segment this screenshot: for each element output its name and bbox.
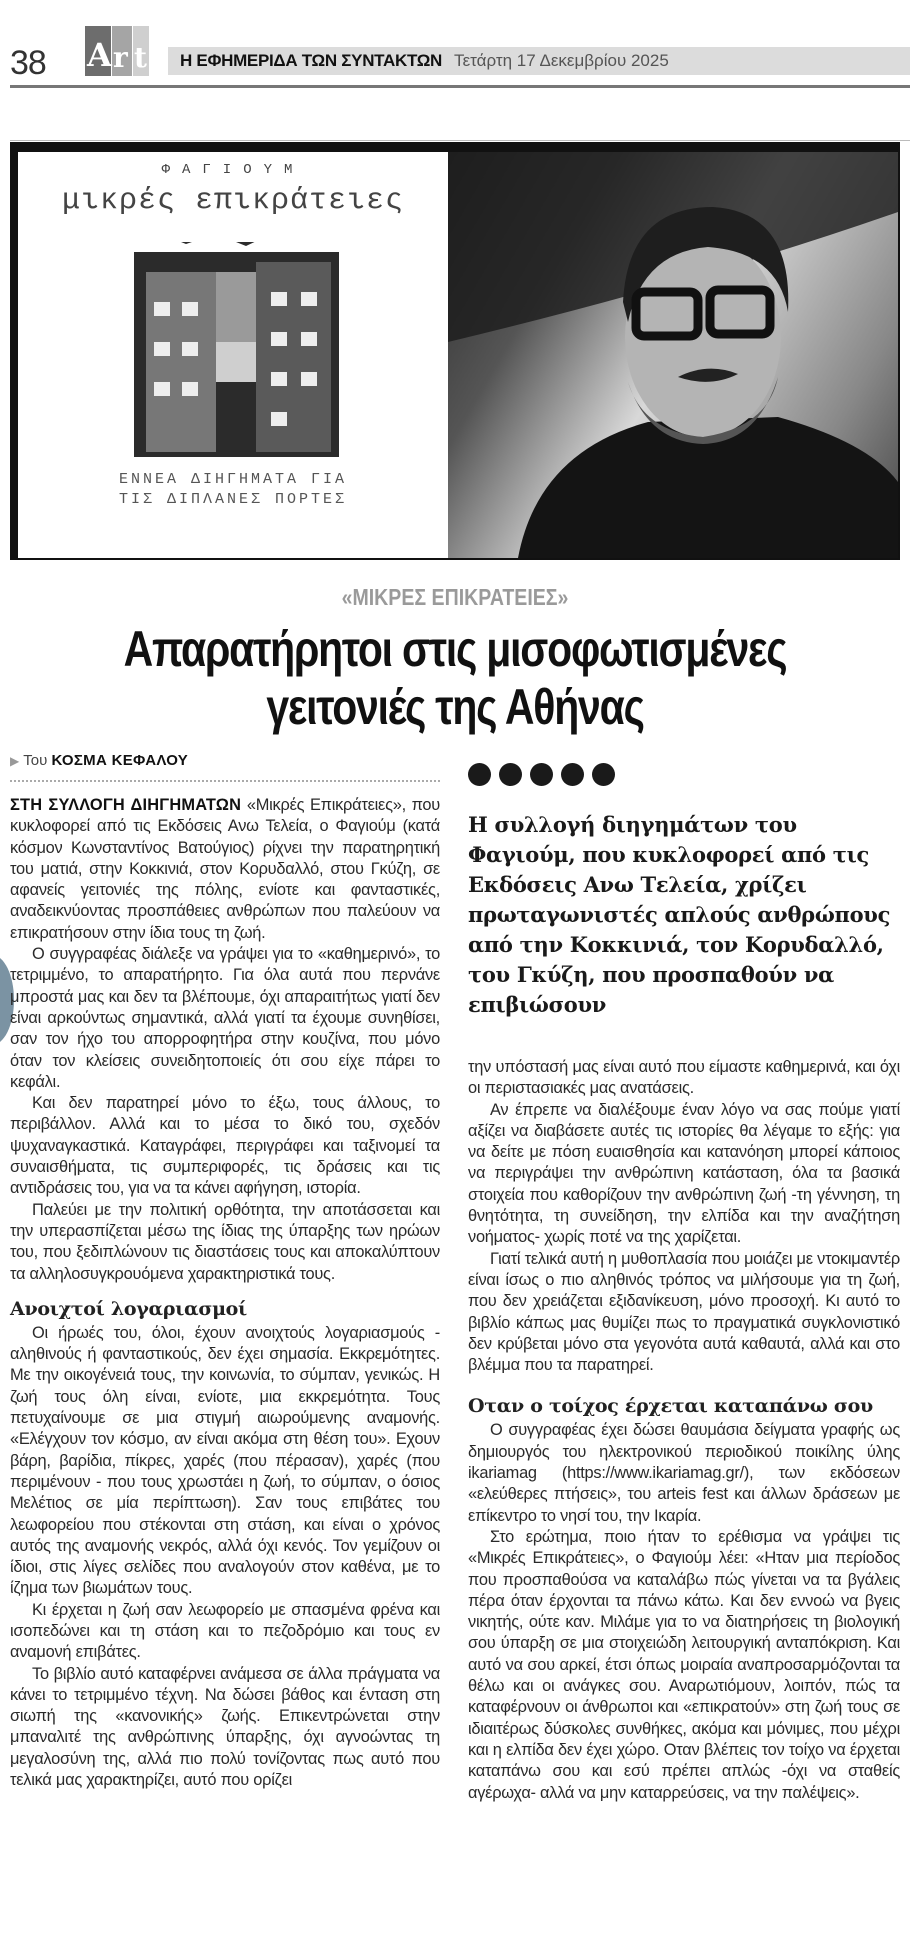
issue-date: Τετάρτη 17 Δεκεμβρίου 2025 bbox=[454, 51, 669, 70]
author-portrait-image bbox=[448, 152, 898, 558]
paragraph: ΣΤΗ ΣΥΛΛΟΓΗ ΔΙΗΓΗΜΑΤΩΝ «Μικρές Επικράτειες», που κυκλοφορεί από τις Εκδόσεις Ανω Τελεία, ο Φαγιούμ (κατά κόσμον Κωνσταντίνος Βατούγιος) ρίχνει την παρατηρητική του ματιά, στην Κοκκινιά, στον Κορυδαλλό, στου Γκύζη, σε αφανείς γειτονιές της πόλης, ενίοτε και φανταστικές, αναδεικνύοντας προσπάθειες ανθρώπων που παλεύουν να επικρατήσουν στην ίδια τους τη ζωή. bbox=[10, 796, 440, 942]
cover-subtitle-1: ΕΝΝΕΑ ΔΙΗΓΗΜΑΤΑ ΓΙΑ bbox=[118, 471, 348, 488]
section-logo: A r t bbox=[85, 26, 149, 76]
paragraph: Στο ερώτημα, ποιο ήταν το ερέθισμα να γράψει τις «Μικρές Επικράτειες», ο Φαγιούμ λέει: «Ηταν μια περίοδος που προσπαθούσα να καταλάβω πώς γίνεται να τα βγάλεις πέρα όταν έρχονται τα πάνω κάτω. Και δεν εννοώ να βγεις νικητής, ούτε καν. Μιλάμε για το να διατηρήσεις τη βιολογική σου ύπαρξη σε μια στοιχειώδη λειτουργική ανταπόκριση. Και αυτό να σου αρκεί, έτσι όπως μοιραία αναπροσαρμόζονται τα θέλω και οι ανάγκες σου. Αναρωτιόμουν, λοιπόν, πώς τα καταφέρνουν οι άνθρωποι και «επικρατούν» στη ζωή τους σε ιδιαιτέρως δύσκολες συνθήκες, ακόμα και μόνιμες, που μέχρι και η ελπίδα δεν έχει χώρο. Οταν βλέπεις τον τοίχο να έρχεται καταπάνω σου και εσύ πρέπει απλώς -όχι να σταθείς αγέρωχα- αλλά να μην καταρρεύσεις, να την παλέψεις». bbox=[468, 1527, 900, 1802]
byline-author: ΚΟΣΜΑ ΚΕΦΑΛΟΥ bbox=[51, 752, 189, 769]
paragraph: Και δεν παρατηρεί μόνο το έξω, τους άλλους, το περιβάλλον. Αλλά και το μέσα το δικό του, σχεδόν ψυχαναγκαστικά. Καταγράφει, περιγράφει και ταξινομεί τα συναισθήματα, τις συμπεριφορές, τις δράσεις και τις αντιδράσεις του, για να τα κάνει αφήγηση, ιστορία. bbox=[10, 1094, 440, 1198]
article-column-left bbox=[10, 795, 440, 1791]
masthead-bar bbox=[168, 47, 910, 75]
header-rule bbox=[10, 85, 910, 88]
paragraph: Γιατί τελικά αυτή η μυθοπλασία που μοιάζει με ντοκιμαντέρ είναι ίσως ο πιο αληθινός τρόπος να μιλήσουμε για τη ζωή, που δεν χρειάζεται εξιδανίκευση, μόνο προσοχή. Κι αυτό το βιβλίο κάπως μας θυμίζει πως το πραγματικά συγκλονιστικό δεν κρύβεται μόνο στα γεγονότα αυτά καθαυτά, αλλά και στο βλέμμα που τα παρατηρεί. bbox=[468, 1249, 900, 1375]
subheading: Οταν ο τοίχος έρχεται καταπάνω σου bbox=[468, 1395, 873, 1418]
cover-author: ΦΑΓΙΟΥΜ bbox=[161, 162, 305, 178]
paragraph: Παλεύει με την πολιτική ορθότητα, την αποτάσσεται και την υπερασπίζεται μέσω της ίδιας της ύπαρξης των ηρώων του, που ξεδιπλώνουν τις διαστάσεις τους και αποκαλύπτουν τα αλληλοσυγκρουόμενα χαρακτηριστικά τους. bbox=[10, 1200, 440, 1283]
page-number: 38 bbox=[10, 44, 46, 82]
divider bbox=[10, 140, 910, 141]
paper-name: Η ΕΦΗΜΕΡΙΔΑ ΤΩΝ ΣΥΝΤΑΚΤΩΝ bbox=[180, 51, 443, 70]
headline-line-2: γειτονιές της Αθήνας bbox=[266, 679, 644, 735]
book-cover-image bbox=[18, 152, 448, 558]
paragraph: Οι ήρωές του, όλοι, έχουν ανοιχτούς λογαριασμούς - αληθινούς ή φανταστικούς, δεν έχει σημασία. Εκκρεμότητες. Με την οικογένειά τους, την κοινωνία, το σύμπαν, γενικώς. Η ζωή τους όλη είναι, ενίοτε, μια εκκρεμότητα. Τους πετυχαίνουμε σε μια στιγμή αιωρούμενης αναμονής. «Ελέγχουν τον κόσμο, αν είναι ακόμα στη θέση του». Εχουν βάρη, βαρίδια, πίκρες, χαρές (που πέρασαν), χαρές (που περιμένουν - που τους χρωστάει η ζωή, το σύμπαν, ο όσιος Μελέτιος σε μία περίπτωση). Σαν τους επιβάτες του λεωφορείου που στέκονται στη στάση, και είναι ο χρόνος αυτός της αναμονής νεκρός, αλλά όχι κενός. Τον γεμίζουν οι ίδιοι, στις λίγες σελίδες που αναλογούν στον καθένα, με το ίζημα των βιωμάτων τους. bbox=[10, 1323, 440, 1598]
triangle-icon: ▶ bbox=[10, 754, 20, 768]
paragraph: Το βιβλίο αυτό καταφέρνει ανάμεσα σε άλλα πράγματα να κάνει το τετριμμένο τέχνη. Να δώσει βάθος και ένταση στη σιωπή της «κανονικής» ζωής. Επικεντρώνεται στην μπαναλιτέ της ανθρώπινης ύπαρξης, όχι αγνοώντας τη μεγαλοσύνη της, αλλά πιο πολύ τονίζοντας πως αυτό που τελικά μας χαρακτηρίζει, αυτό που ορίζει bbox=[10, 1664, 440, 1790]
paragraph: Κι έρχεται η ζωή σαν λεωφορείο με σπασμένα φρένα και ισοπεδώνει και τη στάση και το πεζοδρόμιο και τους εν αναμονή επιβάτες. bbox=[10, 1600, 440, 1662]
byline bbox=[10, 752, 188, 769]
cover-subtitle-2: ΤΙΣ ΔΙΠΛΑΝΕΣ ΠΟΡΤΕΣ bbox=[118, 491, 348, 508]
kicker: «ΜΙΚΡΕΣ ΕΠΙΚΡΑΤΕΙΕΣ» bbox=[341, 584, 569, 610]
paragraph: Αν έπρεπε να διαλέξουμε έναν λόγο να σας πούμε γιατί αξίζει να διαβάσετε αυτές τις ιστορίες θα λέγαμε το εξής: για να δείτε με πόση ευαισθησία και κατανόηση μπορεί κάποιος να περιγράψει την ανθρώπινη κατάσταση, όλα τα βασικά στοιχεία που καθορίζουν την ανθρώπινη ζωή -τη γέννηση, τη θνητότητα, τη συνείδηση, την ελπίδα και την αναζήτηση νοήματος- χωρίς ποτέ να της χαρίζεται. bbox=[468, 1100, 900, 1247]
portrait-silhouette bbox=[448, 152, 898, 558]
decorative-dots bbox=[468, 763, 615, 786]
cover-illustration bbox=[126, 232, 346, 462]
lead-in: ΣΤΗ ΣΥΛΛΟΓΗ ΔΙΗΓΗΜΑΤΩΝ bbox=[10, 796, 242, 814]
paragraph: Ο συγγραφέας έχει δώσει θαυμάσια δείγματα γραφής ως δημιουργός του ηλεκτρονικού περιοδικού ποικίλης ύλης ikariamag (https://www.ikariamag.gr/), των εκδόσεων «ελεύθερες πτήσεις», του arteis fest και άλλων δράσεων με επίκεντρο το νησί του, την Ικαρία. bbox=[468, 1421, 900, 1525]
subheading: Ανοιχτοί λογαριασμοί bbox=[10, 1297, 247, 1320]
paragraph: την υπόστασή μας είναι αυτό που είμαστε καθημερινά, και όχι οι περιστασιακές μας ανατάσεις. bbox=[468, 1058, 900, 1098]
dotted-divider bbox=[10, 780, 440, 782]
cover-title: μικρές επικράτειες bbox=[61, 184, 405, 218]
headline-line-1: Απαρατήρητοι στις μισοφωτισμένες bbox=[123, 621, 787, 677]
article-column-right bbox=[468, 1057, 900, 1804]
headline bbox=[82, 620, 828, 736]
byline-prefix: Του bbox=[23, 752, 48, 769]
paragraph: Ο συγγραφέας διάλεξε να γράψει για το «καθημερινό», το τετριμμένο, το απαρατήρητο. Για όλα αυτά που περνάνε μπροστά μας και δεν τα βλέπουμε, όχι απαραιτήτως γιατί δεν είναι αρκούντως σημαντικά, αλλά γιατί τα έχουμε συνηθίσει, σαν τον ήχο του απορροφητήρα στην κουζίνα, που μόνο όταν τον κλείσεις συνειδητοποιείς ότι σου είχε πάρει το κεφάλι. bbox=[10, 945, 440, 1091]
pull-quote: Η συλλογή διηγημάτων του Φαγιούμ, που κυκλοφορεί από τις Εκδόσεις Ανω Τελεία, χρίζει πρωταγωνιστές απλούς ανθρώπους από την Κοκκινιά, τον Κορυδαλλό, του Γκύζη, που προσπαθούν να επιβιώσουν bbox=[468, 812, 891, 1017]
